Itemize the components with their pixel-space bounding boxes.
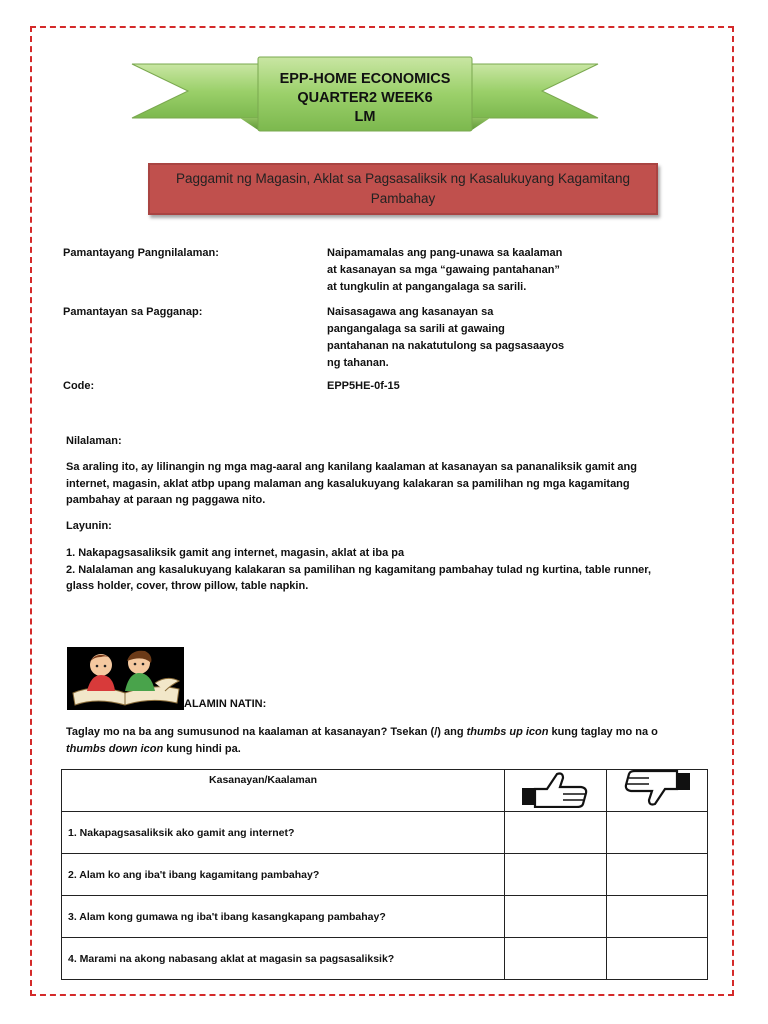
thumbs-up-icon (519, 770, 591, 808)
code-label: Code: (63, 380, 95, 392)
instruction-part: kung taglay mo na o (548, 726, 658, 738)
instruction-part: kung hindi pa. (163, 743, 241, 755)
banner-line-3: LM (354, 109, 376, 125)
banner-line-1: EPP-HOME ECONOMICS (279, 71, 451, 87)
paragraph-line: Sa araling ito, ay lilinangin ng mga mag-aaral ang kanilang kaalaman at kasanayan sa pananaliksik gamit ang (66, 461, 637, 473)
objective-item: 2. Nalalaman ang kasalukuyang kalakaran sa pamilihan ng kagamitang pambahay tulad ng kurtina, table runner, (66, 563, 652, 576)
thumbs-up-checkbox[interactable] (505, 854, 606, 896)
standard-value (327, 304, 597, 372)
code-text: EPP5HE-0f-15 (327, 380, 400, 392)
lesson-title-box (148, 163, 658, 215)
banner-text (260, 70, 470, 127)
banner-line-2: QUARTER2 WEEK6 (297, 90, 433, 106)
objective-item: glass holder, cover, throw pillow, table napkin. (66, 580, 309, 592)
table-header-row (62, 770, 708, 812)
header-cell (62, 770, 505, 812)
objective-item: 1. Nakapagsasaliksik gamit ang internet, magasin, aklat at iba pa (66, 547, 405, 559)
instruction-emphasis: thumbs up icon (466, 726, 549, 738)
lesson-title-line-1: Paggamit ng Magasin, Aklat sa Pagsasaliksik ng Kasalukuyang Kagamitang (175, 171, 631, 186)
instruction-emphasis: thumbs down icon (66, 743, 164, 755)
standard-label: Pamantayang Pangnilalaman: (63, 247, 219, 259)
lesson-title-line-2: Pambahay (370, 191, 436, 206)
nilalaman-paragraph (66, 459, 706, 509)
standard-value (327, 245, 597, 296)
standard-line: Naipamamalas ang pang-unawa sa kaalaman (327, 247, 563, 259)
thumbs-down-header (606, 770, 707, 812)
instruction-text (66, 724, 716, 758)
thumbs-up-checkbox[interactable] (505, 938, 606, 980)
layunin-heading: Layunin: (66, 520, 112, 532)
thumbs-up-checkbox[interactable] (505, 812, 606, 854)
skill-cell: 2. Alam ko ang iba't ibang kagamitang pambahay? (62, 854, 505, 896)
standard-label: Pamantayan sa Pagganap: (63, 306, 203, 318)
paragraph-line: internet, magasin, aklat atbp upang malaman ang kasalukuyang kalakaran sa pamilihan ng mga kagamitang (66, 477, 630, 490)
standard-line: pangangalaga sa sarili at gawaing (327, 323, 505, 335)
paragraph-line: pambahay at paraan ng paggawa nito. (66, 494, 266, 506)
header-label: Kasanayan/Kaalaman (209, 774, 318, 786)
alamin-heading: ALAMIN NATIN: (184, 698, 267, 710)
thumbs-down-checkbox[interactable] (606, 938, 707, 980)
instruction-part: Taglay mo na ba ang sumusunod na kaalaman at kasanayan? Tsekan (/) ang (66, 726, 467, 738)
table-row (62, 938, 708, 980)
code-value (327, 378, 597, 395)
skill-cell: 1. Nakapagsasaliksik ako gamit ang internet? (62, 812, 505, 854)
table-row (62, 854, 708, 896)
thumbs-up-header (505, 770, 606, 812)
standard-line: Naisasagawa ang kasanayan sa (327, 306, 494, 318)
skill-cell: 3. Alam kong gumawa ng iba't ibang kasangkapang pambahay? (62, 896, 505, 938)
standard-line: at kasanayan sa mga “gawaing pantahanan” (327, 264, 560, 276)
skills-checklist-table (61, 769, 708, 980)
layunin-list (66, 545, 706, 595)
standard-line: pantahanan na nakatutulong sa pagsasaayos (327, 340, 565, 352)
table-row (62, 896, 708, 938)
title-banner (130, 56, 600, 138)
kids-reading-image (67, 647, 184, 710)
nilalaman-heading: Nilalaman: (66, 435, 122, 447)
standard-line: ng tahanan. (327, 357, 389, 369)
thumbs-up-checkbox[interactable] (505, 896, 606, 938)
thumbs-down-icon (621, 770, 693, 808)
skill-cell: 4. Marami na akong nabasang aklat at magasin sa pagsasaliksik? (62, 938, 505, 980)
thumbs-down-checkbox[interactable] (606, 812, 707, 854)
thumbs-down-checkbox[interactable] (606, 896, 707, 938)
standard-line: at tungkulin at pangangalaga sa sarili. (327, 281, 527, 293)
thumbs-down-checkbox[interactable] (606, 854, 707, 896)
table-row (62, 812, 708, 854)
